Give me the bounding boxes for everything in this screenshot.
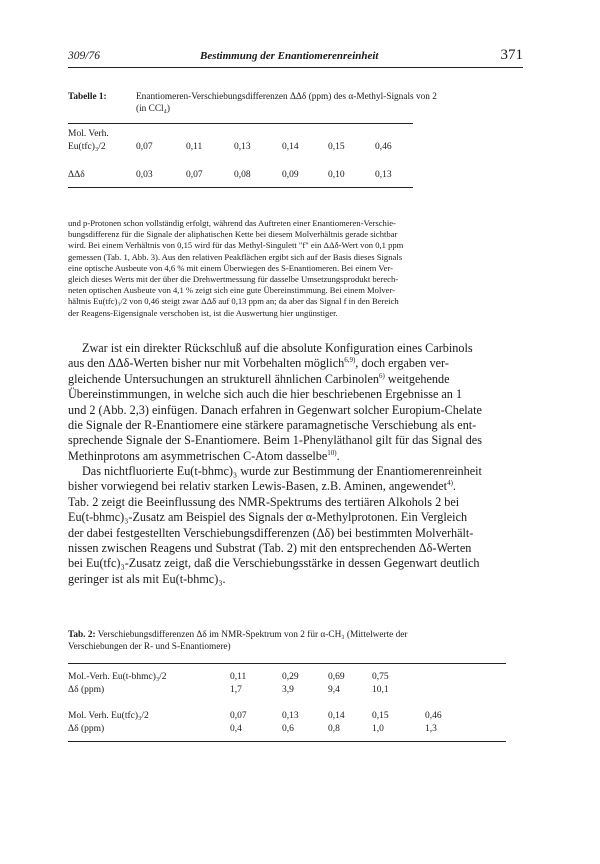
text-line: die Signale der R-Enantiomere eine stärkere paramagnetische Verschiebung als ent-	[68, 418, 477, 433]
table2-cell: 0,69	[328, 672, 345, 682]
text-line: nissen zwischen Reagens und Substrat (Tab. 2) mit den entsprechenden Δδ-Werten	[68, 541, 472, 556]
table2-cell: 1,7	[230, 685, 242, 695]
table1-row1-label-line2: Eu(tfc)₃/2	[68, 142, 106, 152]
text-line: Zwar ist ein direkter Rückschluß auf die absolute Konfiguration eines Carbinols	[82, 341, 473, 355]
table2-caption-line1: Verschiebungsdifferenzen Δδ im NMR-Spektrum von 2 für α-CH₃ (Mittelwerte der	[95, 630, 408, 640]
text-line: neten optischen Ausbeute von 4,1 % zeigt sich eine gute Übereinstimmung. Bei einem Molver-	[68, 285, 396, 296]
table2-cell: 0,46	[425, 711, 442, 721]
table2-block1-label2: Δδ (ppm)	[68, 685, 105, 695]
citation-ref: 6,9)	[344, 356, 356, 365]
table1-bottom-rule	[68, 187, 413, 188]
table2-cell: 0,11	[230, 672, 247, 682]
text-line: geringer ist als mit Eu(t-bhmc)₃.	[68, 571, 226, 586]
table2-caption	[68, 629, 525, 653]
table2-cell: 0,6	[282, 724, 294, 734]
table2-block2-label1: Mol. Verh. Eu(tfc)₃/2	[68, 711, 149, 721]
table2-cell: 0,14	[328, 711, 345, 721]
table2-cell: 0,07	[230, 711, 247, 721]
table2-cell: 1,3	[425, 724, 437, 734]
table2-cell: 1,0	[372, 724, 384, 734]
table1-cell: 0,11	[186, 142, 203, 152]
table2-block1-label1: Mol.-Verh. Eu(t-bhmc)₃/2	[68, 672, 167, 682]
text-line: der Reagens-Eigensignale verschoben ist, ist die Auswertung hier ungünstiger.	[68, 307, 338, 318]
body-paragraph-2	[68, 464, 525, 587]
table1-cell: 0,14	[282, 142, 299, 152]
text-line: hältnis Eu(tfc)₃/2 von 0,46 steigt zwar ΔΔδ auf 0,13 ppm an; da aber das Signal f in den Bereich	[68, 296, 399, 307]
text-line: Tab. 2 zeigt die Beeinflussung des NMR-Spektrums des tertiären Alkohols 2 bei	[68, 494, 460, 509]
running-title: Bestimmung der Enantiomerenreinheit	[200, 50, 379, 62]
text-line: Übereinstimmungen, in welche sich auch die hier beschriebenen Ergebnisse an 1	[68, 387, 463, 402]
header-rule	[68, 67, 523, 68]
table1-caption-line2: (in CCl₄)	[136, 104, 170, 114]
text-line: bei Eu(tfc)₃-Zusatz zeigt, daß die Verschiebungsstärke in dessen Gegenwart deutlich	[68, 556, 480, 571]
table1-cell: 0,13	[234, 142, 251, 152]
table2-cell: 0,75	[372, 672, 389, 682]
table1-cell: 0,07	[186, 170, 203, 180]
table1-cell: 0,13	[375, 170, 392, 180]
text-line: bisher vorwiegend bei relativ starken Lewis-Basen, z.B. Aminen, angewendet$^{4)}$.	[68, 479, 456, 494]
table1-row2-label: ΔΔδ	[68, 170, 85, 180]
table2-cell: 10,1	[372, 685, 389, 695]
small-paragraph	[68, 218, 525, 319]
table1-cell: 0,08	[234, 170, 251, 180]
table2-cell: 0,4	[230, 724, 242, 734]
table1-cell: 0,15	[328, 142, 345, 152]
text-line: Das nichtfluorierte Eu(t-bhmc)₃ wurde zur Bestimmung der Enantiomerenreinheit	[82, 464, 482, 478]
table2-cell: 9,4	[328, 685, 340, 695]
table1-cell: 0,07	[136, 142, 153, 152]
text-line: sprechende Signale der S-Enantiomere. Beim 1-Phenyläthanol gilt für das Signal des	[68, 433, 482, 448]
body-paragraph-1	[68, 341, 525, 464]
journal-issue: 309/76	[68, 50, 100, 62]
table1-cell: 0,10	[328, 170, 345, 180]
table1-top-rule	[68, 123, 413, 124]
citation-ref: 6)	[379, 371, 385, 380]
text-line: und 2 (Abb. 2,3) einfügen. Danach erfahren in Gegenwart solcher Europium-Chelate	[68, 402, 482, 417]
table2-bottom-rule	[68, 741, 506, 742]
table1-cell: 0,09	[282, 170, 299, 180]
table2-cell: 0,8	[328, 724, 340, 734]
table2-top-rule	[68, 663, 506, 664]
table1-caption	[136, 91, 526, 115]
table1-cell: 0,03	[136, 170, 153, 180]
page-number: 371	[500, 47, 523, 63]
text-line: Methinprotons am asymmetrischen C-Atom dasselbe$^{10)}$.	[68, 448, 340, 463]
text-line: gleich dieses Werts mit der über die Drehwertmessung für dasselbe Umsetzungsprodukt berech-	[68, 274, 399, 285]
text-line: aus den ΔΔδ-Werten bisher nur mit Vorbehalten möglich$^{6,9)}$, doch ergaben ver-	[68, 356, 449, 371]
table2-cell: 3,9	[282, 685, 294, 695]
text-line: und p-Protonen schon vollständig erfolgt, während das Auftreten einer Enantiomeren-Verschie-	[68, 218, 396, 228]
running-header	[68, 47, 523, 68]
table1-caption-line1: Enantiomeren-Verschiebungsdifferenzen ΔΔδ (ppm) des α-Methyl-Signals von 2	[136, 92, 437, 102]
text-line: bungsdifferenz für die Signale der aliphatischen Kette bei diesem Molverhältnis gerade sichtbar	[68, 229, 398, 240]
text-line: eine optische Ausbeute von 4,6 % mit einem Überwiegen des S-Enantiomeren. Bei einem Ver-	[68, 262, 393, 273]
text-line: gleichende Untersuchungen an strukturell ähnlichen Carbinolen$^{6)}$ weitgehende	[68, 371, 450, 386]
text-line: Eu(t-bhmc)₃-Zusatz am Beispiel des Signals der α-Methylprotonen. Ein Vergleich	[68, 510, 468, 525]
text-line: der dabei festgestellten Verschiebungsdifferenzen (Δδ) bei bestimmten Molverhält-	[68, 525, 474, 540]
citation-ref: 10)	[327, 448, 337, 457]
text-line: gemessen (Tab. 1, Abb. 3). Aus den relativen Peakflächen ergibt sich auf der Basis dieses Signals	[68, 251, 403, 262]
text-line: wird. Bei einem Verhältnis von 0,15 wird für das Methyl-Singulett "f" ein ΔΔδ-Wert von 0,1 ppm	[68, 240, 404, 251]
table2-block2-label2: Δδ (ppm)	[68, 724, 105, 734]
table1-label: Tabelle 1:	[68, 92, 107, 102]
table2-label: Tab. 2:	[68, 630, 96, 640]
table2-caption-line2: Verschiebungen der R- und S-Enantiomere)	[68, 642, 231, 652]
citation-ref: 4)	[447, 479, 453, 488]
table2-cell: 0,29	[282, 672, 299, 682]
table1-row1-label-line1: Mol. Verh.	[68, 129, 109, 139]
table2-cell: 0,13	[282, 711, 299, 721]
table2-cell: 0,15	[372, 711, 389, 721]
table1-cell: 0,46	[375, 142, 392, 152]
